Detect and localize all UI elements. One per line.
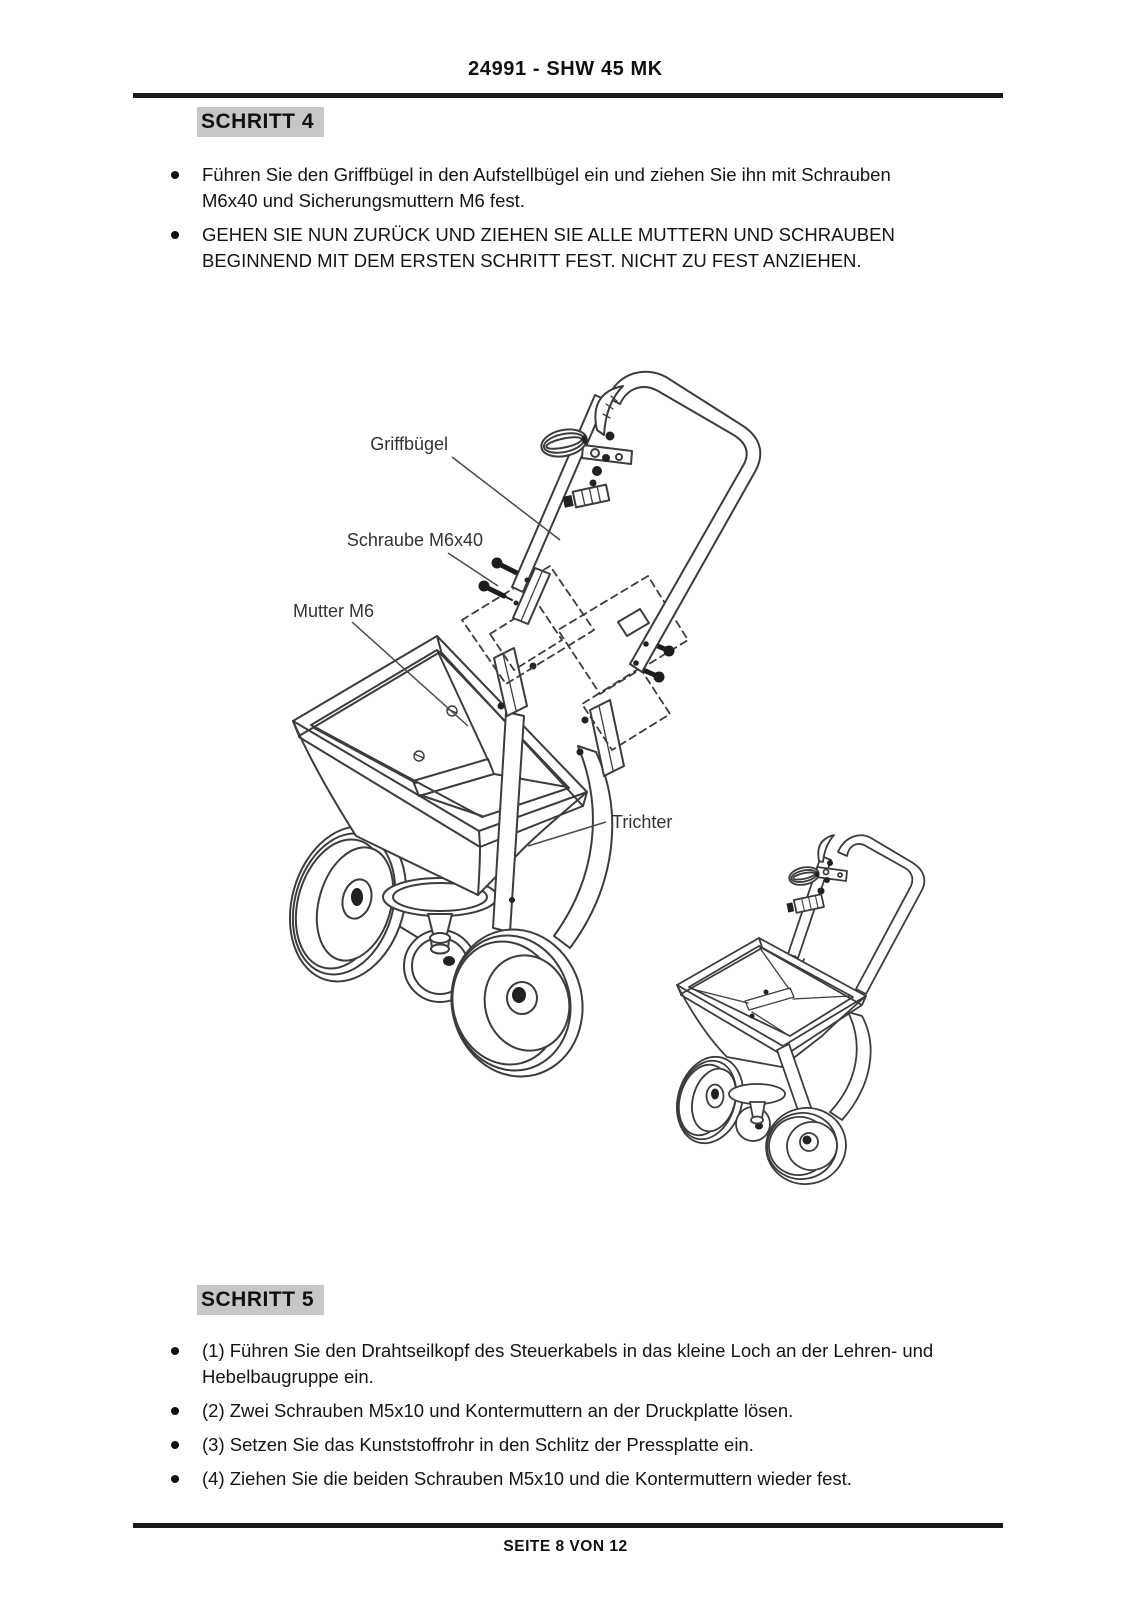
step5-heading: SCHRITT 5 (197, 1285, 324, 1315)
step4-heading: SCHRITT 4 (197, 107, 324, 137)
label-schraube-m6x40: Schraube M6x40 (346, 530, 483, 550)
step5-bullet-1 (168, 1338, 978, 1390)
small-handle-loop (838, 835, 924, 994)
small-bracket (618, 609, 649, 636)
label-mutter-m6: Mutter M6 (293, 601, 375, 621)
bullet-text: (3) Setzen Sie das Kunststoffrohr in den Schlitz der Pressplatte ein. (202, 1434, 754, 1455)
page-footer-text: SEITE 8 VON 12 (503, 1538, 628, 1555)
step5-bullet-3 (168, 1432, 978, 1458)
label-trichter: Trichter (612, 812, 673, 832)
bullet-text: (1) Führen Sie den Drahtseilkopf des Steuerkabels in das kleine Loch an der Lehren- und Hebelbaugruppe ein. (202, 1340, 934, 1387)
bullet-text: Führen Sie den Griffbügel in den Aufstellbügel ein und ziehen Sie ihn mit Schrauben M6x40 und Sicherungsmuttern M6 fest. (202, 164, 891, 211)
step5-bullet-2 (168, 1398, 978, 1424)
footer-rule (133, 1523, 1003, 1528)
step5-bullet-list (168, 1338, 978, 1500)
leader-line-schraube (448, 553, 498, 586)
bullet-text: (4) Ziehen Sie die beiden Schrauben M5x10 und die Kontermuttern wieder fest. (202, 1468, 852, 1489)
small-lever-assembly-icon (786, 835, 847, 914)
frame-struts (493, 712, 612, 948)
bullet-text: (2) Zwei Schrauben M5x10 und Kontermuttern an der Druckplatte lösen. (202, 1400, 794, 1421)
assembled-spreader-drawing (667, 835, 924, 1191)
bullet-text: GEHEN SIE NUN ZURÜCK UND ZIEHEN SIE ALLE MUTTERN UND SCHRAUBEN BEGINNEND MIT DEM ERSTEN SCHRITT FEST. NICHT ZU FEST ANZIEHEN. (202, 224, 895, 271)
small-hopper-icon (677, 938, 866, 1067)
page-header-title: 24991 - SHW 45 MK (468, 58, 663, 80)
leader-line-griffbuegel (452, 457, 560, 540)
step5-bullet-4 (168, 1466, 978, 1492)
label-griffbuegel: Griffbügel (370, 434, 448, 454)
